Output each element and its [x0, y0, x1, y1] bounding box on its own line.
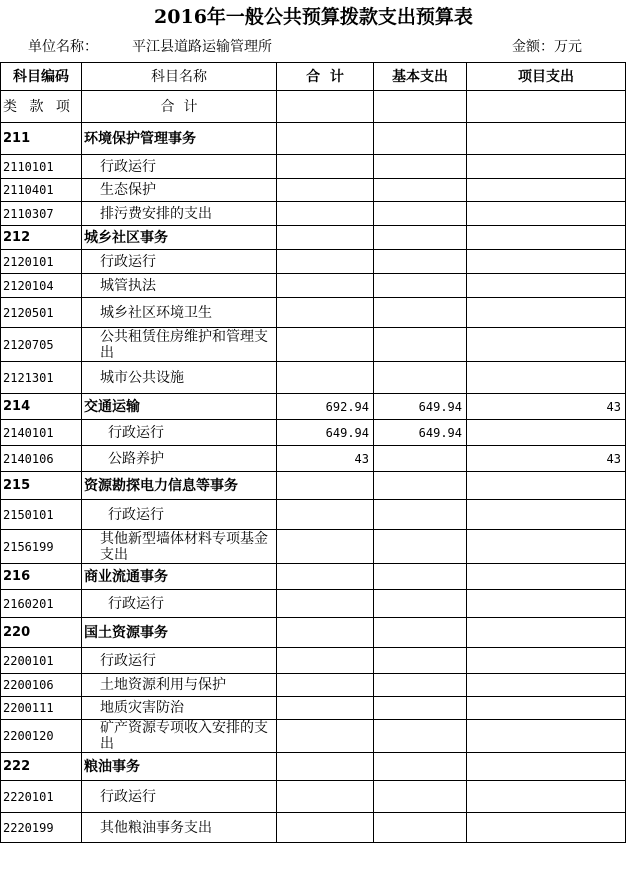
row-name: 公路养护: [82, 446, 277, 472]
budget-table: [0, 62, 626, 843]
row-basic: [374, 530, 467, 564]
row-project: [467, 472, 626, 500]
table-row: [1, 446, 626, 472]
row-basic: [374, 781, 467, 813]
row-basic: [374, 618, 467, 648]
row-name: 公共租赁住房维护和管理支出: [82, 328, 277, 362]
table-row: [1, 720, 626, 753]
category-row: [1, 226, 626, 250]
row-total: [277, 274, 374, 298]
row-total: [277, 564, 374, 590]
table-row: [1, 362, 626, 394]
row-code: 220: [1, 618, 82, 648]
row-code: 2220101: [1, 781, 82, 813]
table-row: [1, 648, 626, 674]
row-basic: [374, 648, 467, 674]
row-project: [467, 123, 626, 155]
row-code: 2120501: [1, 298, 82, 328]
row-name: 行政运行: [82, 155, 277, 179]
row-basic: [374, 298, 467, 328]
row-name: 城管执法: [82, 274, 277, 298]
row-project: [467, 298, 626, 328]
row-basic: 649.94: [374, 420, 467, 446]
row-total: 649.94: [277, 420, 374, 446]
row-code: 2200120: [1, 720, 82, 753]
row-basic: [374, 362, 467, 394]
row-project: [467, 274, 626, 298]
row-code: 211: [1, 123, 82, 155]
row-project: [467, 753, 626, 781]
header-name: 科目名称: [82, 63, 277, 91]
table-row: [1, 530, 626, 564]
table-row: [1, 155, 626, 179]
row-name: 行政运行: [82, 250, 277, 274]
row-code: 2110307: [1, 202, 82, 226]
row-total: [277, 618, 374, 648]
row-project: [467, 328, 626, 362]
amount-unit-label: 金额：万元: [512, 39, 582, 55]
row-code: 214: [1, 394, 82, 420]
row-name: 地质灾害防治: [82, 697, 277, 720]
row-project: [467, 564, 626, 590]
row-basic: [374, 674, 467, 697]
row-project: [467, 674, 626, 697]
row-total: [277, 813, 374, 843]
row-name: 行政运行: [82, 648, 277, 674]
row-code: 2110401: [1, 179, 82, 202]
table-row: [1, 674, 626, 697]
row-code: 212: [1, 226, 82, 250]
unit-name-value: 平江县道路运输管理所: [132, 39, 272, 55]
row-name: 交通运输: [82, 394, 277, 420]
table-row: [1, 500, 626, 530]
row-code: 2200106: [1, 674, 82, 697]
subheader-total-label: 合 计: [82, 91, 277, 123]
row-basic: [374, 155, 467, 179]
row-total: [277, 781, 374, 813]
row-total: [277, 472, 374, 500]
row-total: [277, 202, 374, 226]
table-row: [1, 298, 626, 328]
row-total: [277, 697, 374, 720]
row-basic: [374, 226, 467, 250]
row-name: 行政运行: [82, 420, 277, 446]
row-basic: [374, 564, 467, 590]
row-total: [277, 648, 374, 674]
row-project: [467, 155, 626, 179]
row-name: 城市公共设施: [82, 362, 277, 394]
category-row: [1, 123, 626, 155]
row-total: [277, 530, 374, 564]
row-total: [277, 226, 374, 250]
row-total: [277, 500, 374, 530]
row-project: [467, 530, 626, 564]
row-basic: [374, 446, 467, 472]
row-name: 其他新型墙体材料专项基金支出: [82, 530, 277, 564]
row-project: [467, 697, 626, 720]
row-project: [467, 420, 626, 446]
row-name: 行政运行: [82, 590, 277, 618]
row-code: 2140101: [1, 420, 82, 446]
table-row: [1, 813, 626, 843]
row-code: 2156199: [1, 530, 82, 564]
row-basic: [374, 590, 467, 618]
row-name: 土地资源利用与保护: [82, 674, 277, 697]
category-row: [1, 394, 626, 420]
row-basic: [374, 179, 467, 202]
row-project: [467, 179, 626, 202]
row-project: [467, 362, 626, 394]
row-name: 资源勘探电力信息等事务: [82, 472, 277, 500]
row-code: 2121301: [1, 362, 82, 394]
row-code: 2140106: [1, 446, 82, 472]
row-basic: [374, 123, 467, 155]
row-code: 2160201: [1, 590, 82, 618]
row-total: [277, 250, 374, 274]
table-row: [1, 697, 626, 720]
row-basic: [374, 472, 467, 500]
row-project: [467, 720, 626, 753]
table-row: [1, 202, 626, 226]
row-basic: [374, 813, 467, 843]
table-row: [1, 179, 626, 202]
row-name: 国土资源事务: [82, 618, 277, 648]
subheader-code: 类 款 项: [1, 91, 82, 123]
row-name: 城乡社区事务: [82, 226, 277, 250]
row-name: 城乡社区环境卫生: [82, 298, 277, 328]
row-name: 其他粮油事务支出: [82, 813, 277, 843]
table-row: [1, 274, 626, 298]
row-name: 粮油事务: [82, 753, 277, 781]
row-project: 43: [467, 446, 626, 472]
row-project: [467, 202, 626, 226]
row-total: [277, 298, 374, 328]
header-total: 合 计: [277, 63, 374, 91]
row-project: [467, 813, 626, 843]
row-code: 2120705: [1, 328, 82, 362]
row-project: [467, 648, 626, 674]
row-project: 43: [467, 394, 626, 420]
row-basic: [374, 720, 467, 753]
row-name: 生态保护: [82, 179, 277, 202]
row-code: 2220199: [1, 813, 82, 843]
row-project: [467, 590, 626, 618]
row-total: [277, 155, 374, 179]
row-project: [467, 781, 626, 813]
row-name: 环境保护管理事务: [82, 123, 277, 155]
row-name: 排污费安排的支出: [82, 202, 277, 226]
table-row: [1, 590, 626, 618]
row-code: 222: [1, 753, 82, 781]
table-subheader-row: [1, 91, 626, 123]
unit-name-label: 单位名称：: [28, 39, 98, 55]
row-code: 2120101: [1, 250, 82, 274]
row-total: [277, 179, 374, 202]
row-basic: [374, 328, 467, 362]
row-total: 43: [277, 446, 374, 472]
subheader-basic: [374, 91, 467, 123]
row-code: 2150101: [1, 500, 82, 530]
row-code: 2120104: [1, 274, 82, 298]
row-code: 2110101: [1, 155, 82, 179]
header-basic: 基本支出: [374, 63, 467, 91]
subheader-project: [467, 91, 626, 123]
table-row: [1, 328, 626, 362]
row-name: 行政运行: [82, 781, 277, 813]
category-row: [1, 564, 626, 590]
row-name: 行政运行: [82, 500, 277, 530]
row-code: 2200101: [1, 648, 82, 674]
row-basic: 649.94: [374, 394, 467, 420]
row-basic: [374, 697, 467, 720]
header-code: 科目编码: [1, 63, 82, 91]
table-header-row: [1, 63, 626, 91]
row-project: [467, 500, 626, 530]
row-basic: [374, 274, 467, 298]
row-project: [467, 226, 626, 250]
row-total: [277, 753, 374, 781]
row-project: [467, 250, 626, 274]
row-total: [277, 123, 374, 155]
row-code: 2200111: [1, 697, 82, 720]
table-row: [1, 781, 626, 813]
row-code: 216: [1, 564, 82, 590]
row-basic: [374, 202, 467, 226]
category-row: [1, 753, 626, 781]
row-code: 215: [1, 472, 82, 500]
subheader-total: [277, 91, 374, 123]
table-row: [1, 250, 626, 274]
page-title: 2016年一般公共预算拨款支出预算表: [154, 6, 473, 28]
row-project: [467, 618, 626, 648]
row-total: [277, 720, 374, 753]
row-name: 商业流通事务: [82, 564, 277, 590]
row-basic: [374, 250, 467, 274]
row-basic: [374, 753, 467, 781]
category-row: [1, 472, 626, 500]
row-total: [277, 362, 374, 394]
row-name: 矿产资源专项收入安排的支出: [82, 720, 277, 753]
table-row: [1, 420, 626, 446]
row-total: 692.94: [277, 394, 374, 420]
header-project: 项目支出: [467, 63, 626, 91]
row-total: [277, 590, 374, 618]
row-total: [277, 328, 374, 362]
row-basic: [374, 500, 467, 530]
row-total: [277, 674, 374, 697]
category-row: [1, 618, 626, 648]
